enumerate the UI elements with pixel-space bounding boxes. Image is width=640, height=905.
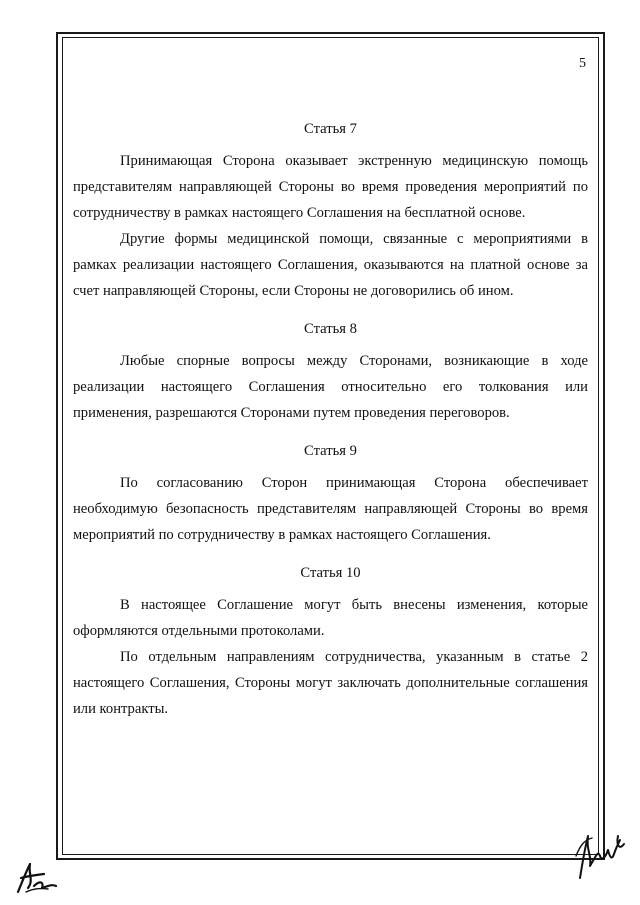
article-title: Статья 8 bbox=[304, 321, 357, 337]
article-10 bbox=[73, 560, 588, 722]
article-title: Статья 10 bbox=[300, 565, 361, 581]
handwritten-initials-left bbox=[12, 856, 60, 898]
article-paragraph: По отдельным направлениям сотрудничества, указанным в статье 2 настоящего Соглашения, Стороны могут заключать дополнительные соглашения или контракты. bbox=[73, 649, 588, 717]
article-paragraph: В настоящее Соглашение могут быть внесены изменения, которые оформляются отдельными протоколами. bbox=[73, 597, 588, 639]
article-paragraph: По согласованию Сторон принимающая Сторона обеспечивает необходимую безопасность представителям направляющей Стороны во время мероприятий по сотрудничеству в рамках настоящего Соглашения. bbox=[73, 475, 588, 543]
article-8 bbox=[73, 316, 588, 426]
page-number: 5 bbox=[579, 56, 586, 71]
article-paragraph: Другие формы медицинской помощи, связанные с мероприятиями в рамках реализации настоящего Соглашения, оказываются на платной основе за счет направляющей Стороны, если Стороны не договорились об ином. bbox=[73, 231, 588, 299]
document-body bbox=[73, 116, 588, 722]
article-title: Статья 7 bbox=[304, 121, 357, 137]
article-title: Статья 9 bbox=[304, 443, 357, 459]
article-9 bbox=[73, 438, 588, 548]
handwritten-initials-right bbox=[572, 826, 630, 884]
article-paragraph: Любые спорные вопросы между Сторонами, возникающие в ходе реализации настоящего Соглашения относительно его толкования или применения, разрешаются Сторонами путем проведения переговоров. bbox=[73, 353, 588, 421]
article-7 bbox=[73, 116, 588, 304]
article-paragraph: Принимающая Сторона оказывает экстренную медицинскую помощь представителям направляющей Стороны во время проведения мероприятий по сотрудничеству в рамках настоящего Соглашения на бесплатной основе. bbox=[73, 153, 588, 221]
